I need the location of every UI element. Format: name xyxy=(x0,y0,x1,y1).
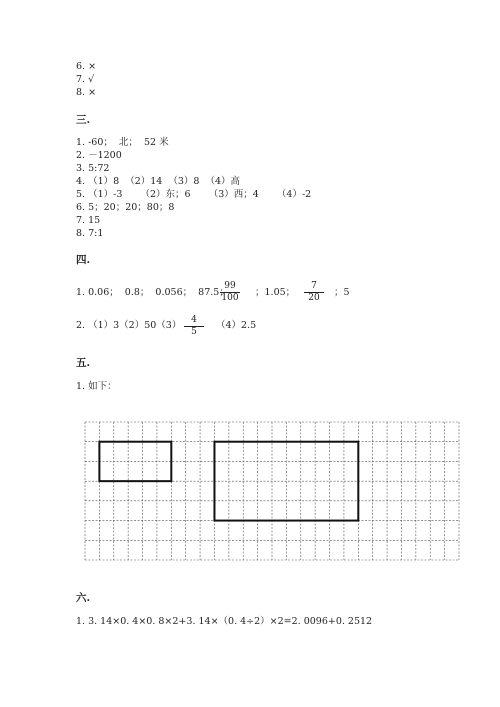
fraction-denominator: 5 xyxy=(191,327,197,337)
answer-line: 6. × xyxy=(76,61,97,72)
section-heading: 六. xyxy=(76,592,91,604)
fraction xyxy=(302,281,326,304)
fraction-denominator: 100 xyxy=(221,293,239,303)
fraction-numerator: 4 xyxy=(191,315,197,325)
fraction xyxy=(182,315,206,338)
answer-line: 3. 5:72 xyxy=(76,163,110,174)
section-heading: 三. xyxy=(76,114,91,126)
answer-line: 2. －1200 xyxy=(76,150,122,161)
fraction-numerator: 99 xyxy=(224,281,236,291)
answer-line: 4. （1）8 （2）14 （3）8 （4）高 xyxy=(76,176,241,187)
answer-text: ；1.05； xyxy=(255,287,296,298)
grid-drawing xyxy=(84,421,460,561)
section-heading: 四. xyxy=(76,254,91,266)
answer-line: 1. 0.06； 0.8； 0.056； 87.5； xyxy=(76,287,229,298)
answer-line: 5. （1）-3 （2）东；6 （3）西；4 （4）-2 xyxy=(76,189,312,200)
answer-line: 8. 7:1 xyxy=(76,228,104,239)
grid-figure xyxy=(84,421,460,561)
answer-line: 1. 如下： xyxy=(76,381,117,392)
answer-line: 7. 15 xyxy=(76,215,101,226)
fraction xyxy=(218,281,242,304)
fraction-numerator: 7 xyxy=(311,281,317,291)
answer-line: 2. （1）3（2）50（3） xyxy=(76,320,182,331)
answer-line: 1. 3. 14×0. 4×0. 8×2+3. 14×（0. 4÷2）×2=2. 0096+0. 2512 xyxy=(76,616,373,627)
answer-line: 6. 5；20；20；80；8 xyxy=(76,202,175,213)
section-heading: 五. xyxy=(76,357,91,369)
answer-text: （4）2.5 xyxy=(216,320,257,331)
answer-line: 1. -60； 北； 52 米 xyxy=(76,137,169,148)
fraction-denominator: 20 xyxy=(308,293,320,303)
answer-line: 7. √ xyxy=(76,74,95,85)
answer-text: ；5 xyxy=(334,287,350,298)
answer-line: 8. × xyxy=(76,87,97,98)
